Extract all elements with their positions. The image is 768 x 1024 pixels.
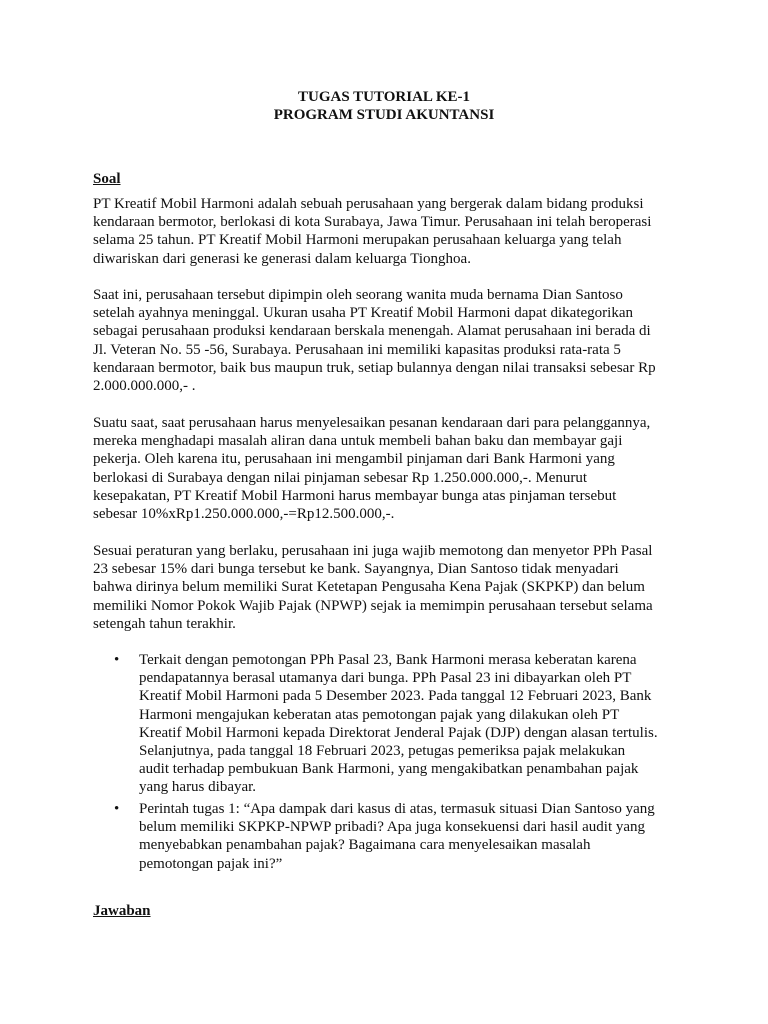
paragraph-2 (93, 286, 693, 395)
paragraph-line: Sesuai peraturan yang berlaku, perusahaan ini juga wajib memotong dan menyetor PPh Pasal (93, 543, 653, 559)
document-title: TUGAS TUTORIAL KE-1 (298, 89, 470, 105)
paragraph-line: setengah tahun terakhir. (93, 615, 236, 632)
bullet-line: Terkait dengan pemotongan PPh Pasal 23, Bank Harmoni merasa keberatan karena (139, 652, 637, 668)
paragraph-line: 23 sebesar 15% dari bunga tersebut ke bank. Sayangnya, Dian Santoso tidak menyadari (93, 561, 619, 578)
bullet-line: menyebabkan penambahan pajak? Bagaimana cara menyelesaikan masalah (139, 837, 591, 854)
paragraph-line: setelah ayahnya meninggal. Ukuran usaha PT Kreatif Mobil Harmoni dapat dikategorikan (93, 305, 633, 322)
bullet-line: belum memiliki SKPKP-NPWP pribadi? Apa juga konsekuensi dari hasil audit yang (139, 819, 646, 836)
paragraph-line: kendaraan bermotor, baik bus maupun truk, setiap bulannya dengan nilai transaksi sebesar Rp (93, 359, 656, 376)
bullet-item-1 (139, 651, 684, 797)
bullet-point-icon: • (114, 801, 120, 817)
paragraph-line: PT Kreatif Mobil Harmoni adalah sebuah perusahaan yang bergerak dalam bidang produksi (93, 196, 644, 212)
bullet-point-icon: • (114, 652, 120, 668)
paragraph-line: 2.000.000.000,- . (93, 378, 196, 395)
bullet-item-2 (139, 800, 684, 873)
paragraph-line: memiliki Nomor Pokok Wajib Pajak (NPWP) sejak ia memimpin perusahaan tersebut selama (93, 597, 653, 614)
paragraph-4 (93, 542, 693, 633)
bullet-line: yang harus dibayar. (139, 779, 257, 796)
soal-heading: Soal (93, 171, 121, 187)
paragraph-line: diwariskan dari generasi ke generasi dalam keluarga Tionghoa. (93, 250, 471, 267)
paragraph-line: Suatu saat, saat perusahaan harus menyelesaikan pesanan kendaraan dari para pelanggannya, (93, 415, 651, 431)
bullet-line: Kreatif Mobil Harmoni kepada Direktorat Jenderal Pajak (DJP) dengan alasan tertulis. (139, 724, 658, 741)
paragraph-line: kendaraan bermotor, berlokasi di kota Surabaya, Jawa Timur. Perusahaan ini telah beroperasi (93, 214, 652, 231)
document-subtitle: PROGRAM STUDI AKUNTANSI (273, 107, 495, 123)
paragraph-1 (93, 195, 693, 268)
bullet-line: audit terhadap pembukuan Bank Harmoni, yang mengakibatkan penambahan pajak (139, 761, 639, 778)
paragraph-line: berlokasi di Surabaya dengan nilai pinjaman sebesar Rp 1.250.000.000,-. Menurut (93, 469, 588, 486)
bullet-line: Selanjutnya, pada tanggal 18 Februari 2023, petugas pemeriksa pajak melakukan (139, 743, 626, 760)
jawaban-heading: Jawaban (93, 903, 151, 919)
bullet-line: Kreatif Mobil Harmoni pada 5 Desember 2023. Pada tanggal 12 Februari 2023, Bank (139, 688, 652, 705)
paragraph-3 (93, 414, 693, 523)
paragraph-line: Saat ini, perusahaan tersebut dipimpin oleh seorang wanita muda bernama Dian Santoso (93, 287, 623, 303)
paragraph-line: Jl. Veteran No. 55 -56, Surabaya. Perusahaan ini memiliki kapasitas produksi rata-rata 5 (93, 341, 621, 358)
bullet-line: Harmoni mengajukan keberatan atas pemotongan pajak yang dilakukan oleh PT (139, 706, 620, 723)
paragraph-line: sebesar 10%xRp1.250.000.000,-=Rp12.500.000,-. (93, 506, 395, 523)
paragraph-line: sebagai perusahaan produksi kendaraan berskala menengah. Alamat perusahaan ini berada di (93, 323, 651, 340)
paragraph-line: mereka menghadapi masalah aliran dana untuk membeli bahan baku dan membayar gaji (93, 433, 623, 450)
bullet-line: Perintah tugas 1: “Apa dampak dari kasus di atas, termasuk situasi Dian Santoso yang (139, 801, 655, 817)
bullet-line: pemotongan pajak ini?” (139, 855, 283, 872)
paragraph-line: pekerja. Oleh karena itu, perusahaan ini mengambil pinjaman dari Bank Harmoni yang (93, 451, 615, 468)
paragraph-line: selama 25 tahun. PT Kreatif Mobil Harmoni merupakan perusahaan keluarga yang telah (93, 232, 622, 249)
paragraph-line: kesepakatan, PT Kreatif Mobil Harmoni harus membayar bunga atas pinjaman tersebut (93, 487, 617, 504)
paragraph-line: bahwa dirinya belum memiliki Surat Ketetapan Pengusaha Kena Pajak (SKPKP) dan belum (93, 579, 645, 596)
bullet-line: pendapatannya berasal utamanya dari bunga. PPh Pasal 23 ini dibayarkan oleh PT (139, 670, 632, 687)
